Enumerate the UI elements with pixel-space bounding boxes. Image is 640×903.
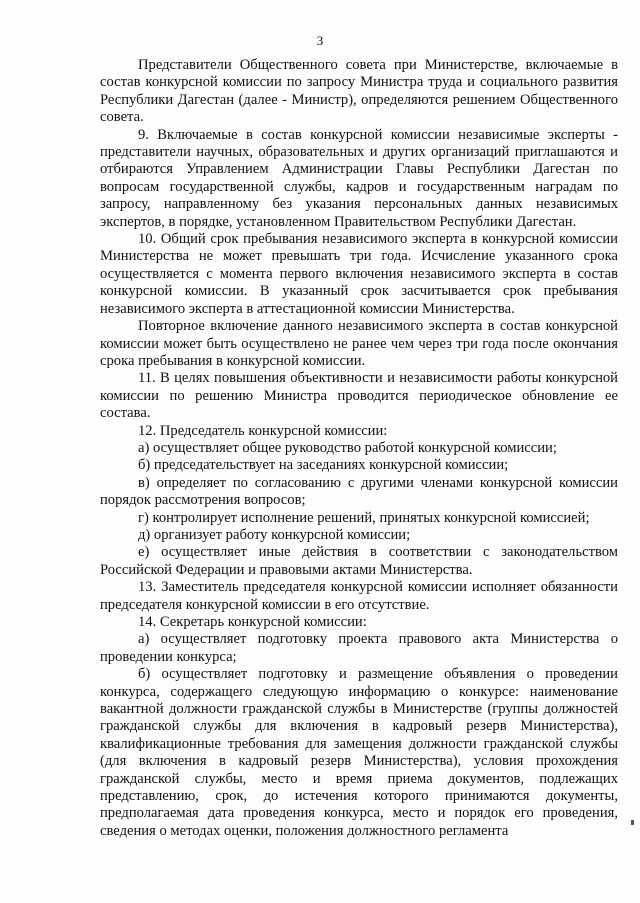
list-item: д) организует работу конкурсной комиссии; — [138, 526, 411, 543]
page-number: 3 — [316, 33, 324, 48]
scan-artifact — [631, 820, 634, 825]
paragraph-item-9: 9. Включаемые в состав конкурсной комиссии независимые эксперты - представители научных, образовательных и других организаций приглашаются и отбираются Управлением Администрации Главы Республики Дагестан по вопросам государственной службы, кадров и государственным наградам по запросу, направленному без указания персональных данных независимых экспертов, в порядке, установленном Правительством Республики Дагестан. — [100, 126, 618, 230]
list-item: б) осуществляет подготовку и размещение объявления о проведении конкурса, содержащего следующую информацию о конкурсе: наименование вакантной должности гражданской службы в Министерстве (группы должностей гражданской службы для включения в кадровый резерв Министерства), квалификационные требования для замещения должности гражданской службы (для включения в кадровый резерв Министерства), условия прохождения гражданской службы, место и время приема документов, подлежащих представлению, срок, до истечения которого принимаются документы, предполагаемая дата проведения конкурса, место и порядок его проведения, сведения о методах оценки, положения должностного регламента — [100, 666, 618, 839]
list-item: а) осуществляет общее руководство работой конкурсной комиссии; — [138, 439, 557, 456]
list-item: а) осуществляет подготовку проекта правового акта Министерства о проведении конкурса; — [100, 631, 618, 665]
paragraph: Представители Общественного совета при Министерстве, включаемые в состав конкурсной комиссии по запросу Министра труда и социального развития Республики Дагестан (далее - Министр), определяются решением Общественного совета. — [100, 57, 618, 126]
list-item: б) председательствует на заседаниях конкурсной комиссии; — [138, 457, 509, 474]
paragraph-item-13: 13. Заместитель председателя конкурсной комиссии исполняет обязанности председателя конкурсной комиссии в его отсутствие. — [100, 579, 618, 613]
list-item: в) определяет по согласованию с другими членами конкурсной комиссии порядок рассмотрения вопросов; — [100, 474, 618, 509]
paragraph: Повторное включение данного независимого эксперта в состав конкурсной комиссии может быть осуществлено не ранее чем через три года после окончания срока пребывания в конкурсной комиссии. — [100, 318, 618, 369]
paragraph-item-12-heading: 12. Председатель конкурсной комиссии: — [138, 422, 388, 439]
paragraph-item-10: 10. Общий срок пребывания независимого эксперта в конкурсной комиссии Министерства не может превышать три года. Исчисление указанного срока осуществляется с момента первого включения независимого эксперта в состав конкурсной комиссии. В указанный срок засчитывается срок пребывания независимого эксперта в аттестационной комиссии Министерства. — [100, 231, 618, 317]
paragraph-item-14-heading: 14. Секретарь конкурсной комиссии: — [138, 614, 367, 630]
list-item: е) осуществляет иные действия в соответствии с законодательством Российской Федерации и правовыми актами Министерства. — [100, 544, 618, 578]
list-item: г) контролирует исполнение решений, принятых конкурсной комиссией; — [138, 509, 590, 526]
document-body — [100, 57, 618, 840]
paragraph-item-11: 11. В целях повышения объективности и независимости работы конкурсной комиссии по решению Министра проводится периодическое обновление ее состава. — [100, 370, 618, 422]
